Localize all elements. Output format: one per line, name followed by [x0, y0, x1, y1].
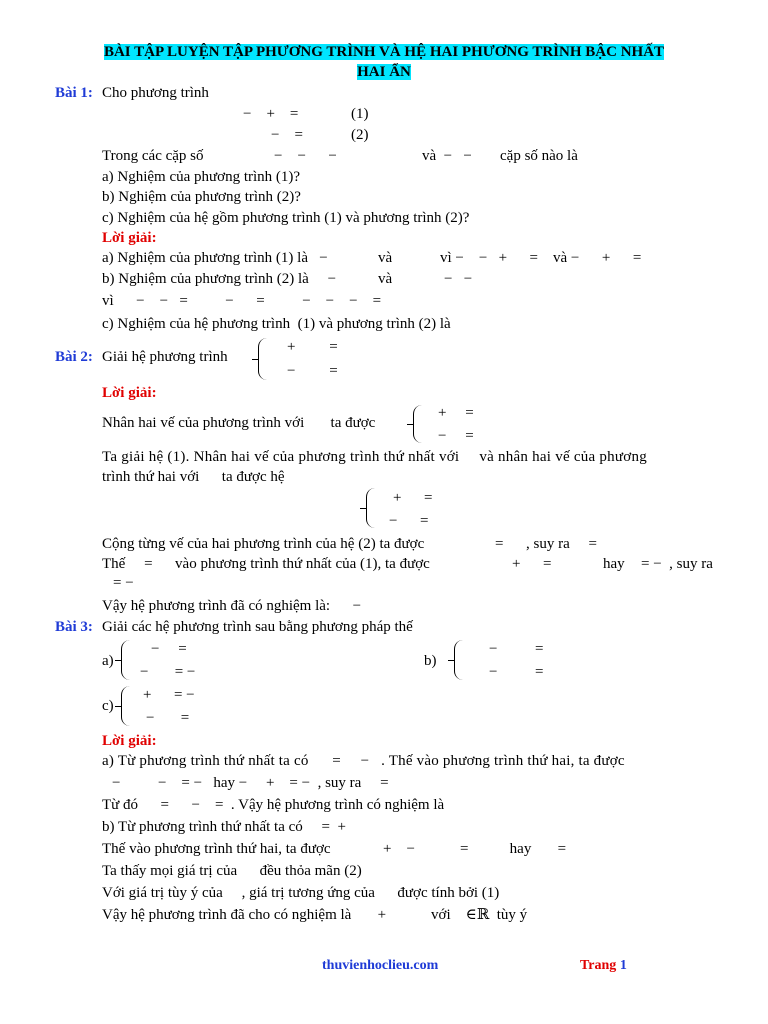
page-title — [60, 42, 708, 62]
system-1-row-1: + = — [438, 405, 474, 421]
system-brace — [258, 338, 268, 380]
part-a-row-1: − = — [151, 641, 187, 657]
solution-heading-2: Lời giải: — [102, 385, 157, 401]
part-b-row-1: − = — [489, 641, 544, 657]
equation-1-number: (1) — [351, 106, 369, 122]
part-c-row-1: + = − — [143, 687, 195, 703]
question-b: b) Nghiệm của phương trình (2)? — [102, 189, 301, 205]
system-brace — [454, 640, 464, 680]
part-a-label: a) — [102, 653, 114, 669]
answer-a-and: và — [378, 250, 393, 266]
system-row-2: − = — [287, 363, 338, 379]
solution-3-line-3: Từ đó = − = . Vậy hệ phương trình có nghiệm là — [102, 797, 445, 813]
pairs-list: − − − — [274, 148, 337, 164]
footer-page — [580, 958, 627, 974]
step-paragraph-2: trình thứ hai với ta được hệ — [102, 469, 285, 485]
solution-heading-1: Lời giải: — [102, 230, 157, 246]
question-c: c) Nghiệm của hệ gồm phương trình (1) và phương trình (2)? — [102, 210, 470, 226]
solution-heading-3: Lời giải: — [102, 733, 157, 749]
system-2-row-1: + = — [393, 490, 433, 506]
answer-a-reason: vì − − + = và − + = — [440, 250, 642, 266]
substitute-hay: hay — [603, 556, 625, 572]
part-c-row-2: − = — [146, 710, 190, 726]
solution-3-line-1: a) Từ phương trình thứ nhất ta có = − . Thế vào phương trình thứ hai, ta được — [102, 753, 625, 769]
part-b-label: b) — [424, 653, 437, 669]
exercise-1-intro: Cho phương trình — [102, 85, 209, 101]
solution-3-line-7: Với giá trị tùy ý của , giá trị tương ứng của được tính bởi (1) — [102, 885, 500, 901]
answer-b-and: và — [378, 271, 393, 287]
add-step-result: , suy ra = — [526, 536, 597, 552]
equation-2-number: (2) — [351, 127, 369, 143]
answer-a: a) Nghiệm của phương trình (1) là − — [102, 250, 328, 266]
system-brace — [121, 686, 131, 726]
answer-b-reason: vì − − = − = − − − = — [102, 293, 382, 309]
answer-b: b) Nghiệm của phương trình (2) là − — [102, 271, 337, 287]
question-a: a) Nghiệm của phương trình (1)? — [102, 169, 301, 185]
solution-3-line-6: Ta thấy mọi giá trị của đều thỏa mãn (2) — [102, 863, 362, 879]
exercise-1-label: Bài 1: — [55, 85, 93, 101]
conclusion-2: Vậy hệ phương trình đã có nghiệm là: − — [102, 598, 362, 614]
substitute-result: = − , suy ra — [641, 556, 713, 572]
answer-c: c) Nghiệm của hệ phương trình (1) và phương trình (2) là — [102, 316, 451, 332]
equation-2: − = — [271, 127, 303, 143]
system-brace — [121, 640, 131, 680]
answer-b-pair: − − — [444, 271, 473, 287]
substitute-step: Thế = vào phương trình thứ nhất của (1), ta được — [102, 556, 430, 572]
page-title-cont — [60, 62, 708, 82]
pairs-question: cặp số nào là — [500, 148, 578, 164]
part-b-row-2: − = — [489, 664, 544, 680]
page-number: 1 — [619, 958, 627, 973]
system-2-row-2: − = — [389, 513, 429, 529]
title-line-2: HAI ẨN — [357, 64, 411, 80]
multiply-text: Nhân hai vế của phương trình với ta được — [102, 415, 376, 431]
add-step-eq: = — [495, 536, 504, 552]
system-brace — [413, 405, 423, 443]
footer-site-link[interactable]: thuvienhoclieu.com — [322, 958, 439, 973]
system-1-row-2: − = — [438, 428, 474, 444]
system-brace — [366, 488, 376, 528]
solution-3-line-8: Vậy hệ phương trình đã cho có nghiệm là + với ∈ℝ tùy ý — [102, 907, 528, 923]
substitute-result-cont: = − — [113, 575, 134, 591]
system-row-1: + = — [287, 339, 338, 355]
page-label: Trang — [580, 958, 617, 973]
solution-3-line-2: − − = − hay − + = − , suy ra = — [112, 775, 389, 791]
solution-3-line-4: b) Từ phương trình thứ nhất ta có = + — [102, 819, 346, 835]
substitute-eq: + = — [512, 556, 552, 572]
exercise-3-label: Bài 3: — [55, 619, 93, 635]
step-paragraph-1: Ta giải hệ (1). Nhân hai vế của phương trình thứ nhất với và nhân hai vế của phương — [102, 449, 647, 465]
equation-1: − + = — [243, 106, 299, 122]
exercise-2-intro: Giải hệ phương trình — [102, 349, 228, 365]
part-a-row-2: − = − — [140, 664, 196, 680]
exercise-3-intro: Giải các hệ phương trình sau bằng phương pháp thế — [102, 619, 413, 635]
pairs-text: Trong các cặp số — [102, 148, 204, 164]
solution-3-line-5: Thế vào phương trình thứ hai, ta được + − = hay = — [102, 841, 567, 857]
part-c-label: c) — [102, 698, 114, 714]
exercise-2-label: Bài 2: — [55, 349, 93, 365]
add-step: Cộng từng vế của hai phương trình của hệ (2) ta được — [102, 536, 425, 552]
pairs-list-2: và − − — [422, 148, 472, 164]
title-line-1: BÀI TẬP LUYỆN TẬP PHƯƠNG TRÌNH VÀ HỆ HAI PHƯƠNG TRÌNH BẬC NHẤT — [103, 44, 665, 60]
